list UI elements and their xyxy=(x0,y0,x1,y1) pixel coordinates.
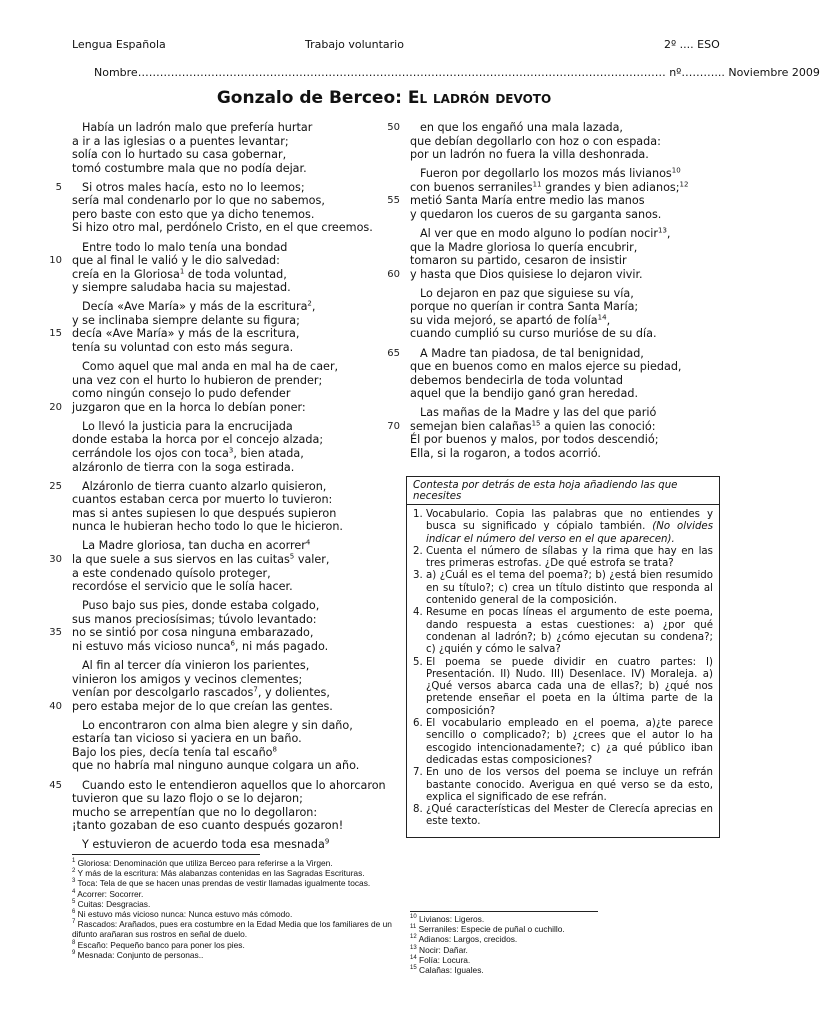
verse-text: mas si antes supiesen lo que después supieron xyxy=(72,506,337,520)
verse-text: y hasta que Dios quisiese lo dejaron vivir. xyxy=(410,267,643,281)
verse-line xyxy=(72,567,392,581)
footnote xyxy=(410,934,610,944)
verse-line xyxy=(72,746,392,760)
verse-line xyxy=(410,227,730,241)
verse-text-after: a quien las conoció: xyxy=(540,419,656,433)
verse-line xyxy=(410,433,730,447)
verse-line xyxy=(72,539,392,553)
verse-number: 15 xyxy=(49,328,62,340)
verse-line xyxy=(410,360,730,374)
verse-text: cuando cumplió su curso murióse de su día. xyxy=(410,327,657,341)
stanza xyxy=(49,299,392,354)
footnote-number: 5 xyxy=(72,899,76,906)
footnote xyxy=(410,914,610,924)
stanza xyxy=(72,719,392,773)
verse-text: que no habría mal ninguno aunque colgara un año. xyxy=(72,759,360,773)
verse-line xyxy=(72,493,392,507)
question-text: a) ¿Cuál es el tema del poema?; b) ¿está bien resumido en su título?; c) crea un título distinto que responda al contenido general de la composición. xyxy=(426,570,713,607)
verse-line xyxy=(410,314,730,328)
verse-line xyxy=(72,433,392,447)
verse-text: y quedaron los cueros de su garganta sanos. xyxy=(410,207,662,221)
verse-text: en que los engañó una mala lazada, xyxy=(420,121,623,134)
footnote-text: Ni estuvo más vicioso nunca: Nunca estuvo más cómodo. xyxy=(77,909,293,920)
stanza xyxy=(387,121,730,162)
footnotes-left xyxy=(72,858,392,960)
verse-number: 35 xyxy=(49,627,62,639)
verse-number: 60 xyxy=(387,268,400,280)
verse-text: tenía su voluntad con esto más segura. xyxy=(72,340,294,354)
verse-text: Como aquel que mal anda en mal ha de caer, xyxy=(82,360,339,374)
verse-line xyxy=(72,121,392,135)
verse-text: Lo llevó la justicia para la encrucijada xyxy=(82,419,293,433)
verse-line xyxy=(410,241,730,255)
footnote-text: Toca: Tela de que se hacen unas prendas de vestir llamadas igualmente tocas. xyxy=(77,878,371,889)
footnote-text: Nocir: Dañar. xyxy=(419,944,468,955)
footnote-ref: 1 xyxy=(179,266,185,275)
verse-text: Bajo los pies, decía tenía tal escaño xyxy=(72,745,273,759)
verse-text: por un ladrón no fuera la villa deshonrada. xyxy=(410,148,649,162)
verse-text: sus manos preciosísimas; túvolo levantado: xyxy=(72,612,317,626)
footnote-number: 14 xyxy=(410,955,417,962)
verse-text: ¡tanto gozaban de eso cuanto después gozaron! xyxy=(72,819,344,833)
verse-line xyxy=(72,420,392,434)
footnote-text: Cuitas: Desgracias. xyxy=(77,898,151,909)
questions-header: Contesta por detrás de esta hoja añadiendo las que necesites xyxy=(407,477,719,505)
verse-text: decía «Ave María» y más de la escritura, xyxy=(72,327,300,341)
footnote-text: Livianos: Ligeros. xyxy=(419,914,485,924)
verse-text: no se sintió por cosa ninguna embarazado, xyxy=(72,626,314,640)
verse-text: Fueron por degollarlo los mozos más livianos xyxy=(420,167,672,181)
verse-line xyxy=(387,121,730,135)
verse-text: una vez con el hurto lo hubieron de prender; xyxy=(72,373,323,387)
verse-line xyxy=(410,254,730,268)
verse-line xyxy=(72,387,392,401)
stanza xyxy=(49,240,392,295)
question-text: Resume en pocas líneas el argumento de este poema, dando respuesta a estas cuestiones: a) ¿por qué condenan al ladrón?; b) ¿cómo ejecutan su condena?; c) ¿quién y cómo le salva? xyxy=(426,607,713,656)
verse-line xyxy=(72,194,392,208)
footnote-ref: 9 xyxy=(324,837,330,846)
verse-line xyxy=(72,719,392,733)
poem-column-left xyxy=(49,121,392,858)
footnote xyxy=(72,858,392,868)
verse-number: 70 xyxy=(387,420,400,432)
stanza xyxy=(49,538,392,594)
verse-line xyxy=(410,167,730,181)
footnote-text: Mesnada: Conjunto de personas.. xyxy=(77,949,204,960)
verse-line xyxy=(410,208,730,222)
footnote-number: 4 xyxy=(72,888,76,895)
footnote-text: Acorrer: Socorrer. xyxy=(77,888,144,899)
verse-number: 10 xyxy=(49,255,62,267)
verse-text: su vida mejoró, se apartó de folía xyxy=(410,313,598,327)
verse-line xyxy=(72,838,392,852)
footnote-number: 10 xyxy=(410,914,417,921)
verse-text: vinieron los amigos y vecinos clementes; xyxy=(72,672,303,686)
verse-line xyxy=(72,360,392,374)
verse-text: Al ver que en modo alguno lo podían nocir xyxy=(420,227,658,241)
footnote xyxy=(410,965,610,975)
question-text: Cuenta el número de sílabas y la rima que hay en las tres primeras estrofas. ¿De qué estrofa se trata? xyxy=(426,545,713,570)
footnote-number: 9 xyxy=(72,950,76,957)
verse-line xyxy=(49,699,392,714)
verse-text: A Madre tan piadosa, de tal benignidad, xyxy=(420,346,644,360)
verse-text-after: , y dolientes, xyxy=(257,686,330,700)
question-number: 7. xyxy=(413,767,423,779)
verse-text: Al fin al tercer día vinieron los parientes, xyxy=(82,659,310,673)
footnote-ref: 8 xyxy=(272,745,277,754)
verse-text: sería mal condenarlo por lo que no sabemos, xyxy=(72,194,325,208)
verse-line xyxy=(72,341,392,355)
verse-line xyxy=(387,267,730,282)
verse-text: semejan bien calañas xyxy=(410,419,532,433)
footnote xyxy=(410,945,610,955)
questions-list xyxy=(407,509,719,829)
verse-line xyxy=(72,300,392,314)
verse-text-after: , xyxy=(666,227,671,241)
poem-column-right xyxy=(387,121,730,466)
verse-text: con buenos serraniles xyxy=(410,180,533,194)
verse-line xyxy=(72,640,392,654)
question-text: El poema se puede dividir en cuatro partes: I) Presentación. II) Nudo. III) Desenlace. IV) Moraleja. a) ¿Qué versos abarca cada una de ellas?; b) ¿qué nos pretende enseñar el poeta en la última parte de la composición? xyxy=(426,656,713,717)
question-number: 2. xyxy=(413,545,423,557)
verse-text: Cuando esto le entendieron aquellos que lo ahorcaron xyxy=(82,778,386,792)
verse-text-after: , xyxy=(311,300,316,314)
verse-text: que en buenos como en malos ejerce su piedad, xyxy=(410,360,682,374)
footnote-ref: 2 xyxy=(307,299,312,308)
verse-line xyxy=(387,346,730,361)
verse-text: porque no querían ir contra Santa María; xyxy=(410,300,639,314)
verse-line xyxy=(72,673,392,687)
verse-text: Las mañas de la Madre y las del que parió xyxy=(420,406,657,420)
verse-line xyxy=(72,659,392,673)
verse-text: Entre todo lo malo tenía una bondad xyxy=(82,240,288,254)
question-number: 4. xyxy=(413,607,423,619)
question-text: En uno de los versos del poema se incluye un refrán bastante conocido. Averigua en qué verso se da esto, explica el significado de ese refrán. xyxy=(426,767,713,803)
verse-line xyxy=(72,162,392,176)
verse-number: 50 xyxy=(387,122,400,133)
verse-text-after: valer, xyxy=(294,553,330,567)
verse-text: Si hizo otro mal, perdónelo Cristo, en el que creemos. xyxy=(72,221,373,235)
verse-text-after: , bien atada, xyxy=(233,447,304,460)
stanza xyxy=(72,121,392,175)
verse-number: 55 xyxy=(387,195,400,207)
footnote-ref: 14 xyxy=(597,313,607,322)
stanza xyxy=(387,166,730,221)
verse-line xyxy=(72,580,392,594)
stanza xyxy=(49,360,392,414)
verse-number: 30 xyxy=(49,554,62,566)
footnote xyxy=(72,899,392,909)
verse-line xyxy=(72,792,392,806)
question-text: El vocabulario empleado en el poema, a)¿te parece sencillo o complicado?; b) ¿crees que el autor lo ha escogido intencionadamente?; c) ¿a qué público iban dedicadas estas composiciones? xyxy=(426,718,713,766)
footnote xyxy=(410,924,610,934)
assignment-label: Trabajo voluntario xyxy=(305,38,404,51)
stanza xyxy=(49,599,392,653)
verse-line xyxy=(72,208,392,222)
verse-line xyxy=(72,148,392,162)
footnote-ref: 11 xyxy=(532,180,542,189)
question-number: 6. xyxy=(413,718,423,730)
verse-line xyxy=(49,479,392,494)
verse-text: tomaron su partido, cesaron de insistir xyxy=(410,254,627,268)
footnote-number: 13 xyxy=(410,944,417,951)
verse-line xyxy=(410,181,730,195)
verse-number: 5 xyxy=(55,181,62,193)
footnote-text: Escaño: Pequeño banco para poner los pies. xyxy=(77,939,245,950)
verse-text: venían por descolgarlo rascados xyxy=(72,686,254,700)
verse-line xyxy=(410,387,730,401)
footnote-number: 2 xyxy=(72,868,76,875)
verse-text: debemos bendecirla de toda voluntad xyxy=(410,373,623,387)
verse-text: mucho se arrepentían que no lo degollaron: xyxy=(72,805,318,819)
footnote-number: 12 xyxy=(410,934,417,941)
verse-text: nunca le hubieran hecho todo lo que le hicieron. xyxy=(72,520,343,534)
verse-text-after: , ni más pagado. xyxy=(234,639,329,653)
verse-text: Lo dejaron en paz que siguiese su vía, xyxy=(420,286,634,300)
stanza xyxy=(49,479,392,534)
footnote xyxy=(72,919,392,939)
question-item xyxy=(413,570,713,607)
course-label: 2º .... ESO xyxy=(664,38,720,51)
verse-text: metió Santa María entre medio las manos xyxy=(410,194,645,208)
verse-line xyxy=(410,287,730,301)
verse-text: solía con lo hurtado su casa gobernar, xyxy=(72,148,287,162)
footnote-text: Gloriosa: Denominación que utiliza Berceo para referirse a la Virgen. xyxy=(77,858,333,868)
footnote-number: 15 xyxy=(410,965,417,972)
verse-line xyxy=(72,613,392,627)
footnote-ref: 6 xyxy=(230,639,235,648)
verse-text: que debían degollarlo con hoz o con espada: xyxy=(410,134,661,148)
verse-text: Decía «Ave María» y más de la escritura xyxy=(82,300,308,314)
footnote xyxy=(72,950,392,960)
verse-line xyxy=(72,447,392,461)
verse-line xyxy=(72,314,392,328)
footnote xyxy=(72,940,392,950)
title-author: Gonzalo de Berceo: xyxy=(216,88,402,108)
subject-label: Lengua Española xyxy=(72,38,166,51)
verse-text: a este condenado quísolo proteger, xyxy=(72,566,271,580)
footnote-ref: 7 xyxy=(253,685,258,694)
verse-text-after: de toda voluntad, xyxy=(184,267,287,281)
verse-number: 65 xyxy=(387,347,400,359)
verse-text: donde estaba la horca por el concejo alzada; xyxy=(72,433,324,447)
footnote xyxy=(72,868,392,878)
verse-line xyxy=(410,447,730,461)
verse-line xyxy=(72,520,392,534)
verse-text: a ir a las iglesias o a puentes levantar; xyxy=(72,134,289,148)
verse-text: y siempre saludaba hacia su majestad. xyxy=(72,281,291,295)
verse-text-after: grandes y bien adianos; xyxy=(541,180,680,194)
verse-line xyxy=(410,406,730,420)
verse-text: Había un ladrón malo que prefería hurtar xyxy=(82,121,313,134)
verse-line xyxy=(72,221,392,235)
verse-text: Ella, si la rogaron, a todos acorrió. xyxy=(410,447,601,460)
page-title xyxy=(0,88,768,108)
verse-line xyxy=(72,241,392,255)
verse-text: y se inclinaba siempre delante su figura; xyxy=(72,313,300,327)
verse-line xyxy=(49,254,392,268)
verse-text: la que suele a sus siervos en las cuitas xyxy=(72,553,290,567)
stanza xyxy=(55,180,392,235)
footnote-ref: 10 xyxy=(671,166,681,175)
title-work: El ladrón devoto xyxy=(407,88,552,108)
footnote-divider-right xyxy=(410,911,598,912)
verse-line xyxy=(410,135,730,149)
verse-line xyxy=(72,374,392,388)
question-item xyxy=(413,509,713,546)
verse-text: estaría tan vicioso si yaciera en un baño. xyxy=(72,732,302,746)
verse-line xyxy=(72,599,392,613)
footnote-divider-left xyxy=(72,854,260,855)
verse-text: creía en la Gloriosa xyxy=(72,267,180,281)
footnote-ref: 13 xyxy=(658,226,667,235)
verse-line xyxy=(49,778,392,793)
verse-line xyxy=(72,732,392,746)
stanza xyxy=(72,838,392,852)
verse-text: Alzáronlo de tierra cuanto alzarlo quisieron, xyxy=(82,479,327,493)
verse-text: La Madre gloriosa, tan ducha en acorrer xyxy=(82,539,306,553)
name-line: Nombre……………………………………………………………………………………………………………………………… nº………... Noviembre 2009 xyxy=(94,66,820,79)
question-item xyxy=(413,718,713,767)
verse-text: pero estaba mejor de lo que creían las gentes. xyxy=(72,699,333,713)
verse-line xyxy=(72,281,392,295)
verse-text: Y estuvieron de acuerdo toda esa mesnada xyxy=(82,838,325,852)
footnote xyxy=(72,878,392,888)
verse-line xyxy=(72,135,392,149)
stanza xyxy=(49,778,392,833)
footnote-text: Folía: Locura. xyxy=(419,954,471,965)
question-item xyxy=(413,657,713,718)
stanza xyxy=(387,226,730,281)
verse-line xyxy=(72,507,392,521)
question-item xyxy=(413,607,713,656)
footnote-ref: 4 xyxy=(305,538,311,547)
question-item xyxy=(413,804,713,829)
verse-line xyxy=(72,806,392,820)
verse-text: que al final le valió y le dio salvedad: xyxy=(72,254,280,268)
footnote-number: 1 xyxy=(72,858,76,865)
verse-text: cerrándole los ojos con toca xyxy=(72,447,229,460)
question-number: 8. xyxy=(413,804,423,816)
question-note: (No olvides indicar el número del verso en el que aparecen). xyxy=(426,521,714,545)
footnote-text: Calañas: Iguales. xyxy=(419,965,484,976)
verse-text: aquel que la bendijo ganó gran heredad. xyxy=(410,387,639,401)
verse-text: cuantos estaban cerca por muerto lo tuvieron: xyxy=(72,493,333,507)
footnote xyxy=(72,889,392,899)
footnotes-right xyxy=(410,914,610,975)
verse-number: 40 xyxy=(49,700,62,712)
verse-line xyxy=(55,180,392,195)
question-number: 3. xyxy=(413,570,423,582)
footnote-ref: 12 xyxy=(679,180,689,189)
stanza xyxy=(387,406,730,460)
questions-box xyxy=(406,476,720,838)
footnote-text: Adianos: Largos, crecidos. xyxy=(418,934,518,945)
question-text: Vocabulario. Copia las palabras que no entiendes y busca su significado y cópialo también. xyxy=(426,509,713,533)
footnote-text: Rascados: Arañados, pues era costumbre en la Edad Media que los familiares de un difunto arañaran sus rostros en señal de duelo. xyxy=(72,919,392,940)
footnote-ref: 5 xyxy=(289,552,295,561)
footnote-number: 7 xyxy=(72,919,76,926)
verse-line xyxy=(72,759,392,773)
verse-text: Si otros males hacía, esto no lo leemos; xyxy=(82,180,305,194)
verse-text: Puso bajo sus pies, donde estaba colgado, xyxy=(82,599,320,613)
question-text: ¿Qué características del Mester de Clerecía aprecias en este texto. xyxy=(426,804,713,828)
verse-line xyxy=(410,374,730,388)
stanza xyxy=(72,420,392,474)
verse-line xyxy=(72,686,392,700)
footnote-ref: 15 xyxy=(531,419,541,428)
footnote-ref: 3 xyxy=(228,446,234,455)
verse-text: tuvieron que su lazo flojo o se lo dejaron; xyxy=(72,792,303,806)
footnote-text: Serraniles: Especie de puñal o cuchillo. xyxy=(418,924,565,935)
verse-line xyxy=(410,327,730,341)
stanza xyxy=(410,287,730,341)
verse-line xyxy=(49,327,392,341)
verse-text: Él por buenos y malos, por todos descendió; xyxy=(410,433,659,447)
verse-text: tomó costumbre mala que no podía dejar. xyxy=(72,161,307,175)
verse-text-after: , xyxy=(606,313,611,327)
footnote-number: 3 xyxy=(72,878,76,885)
footnote xyxy=(72,909,392,919)
verse-text: ni estuvo más vicioso nunca xyxy=(72,639,231,653)
verse-line xyxy=(387,419,730,434)
verse-line xyxy=(72,268,392,282)
question-item xyxy=(413,546,713,571)
verse-text: juzgaron que en la horca lo debían poner: xyxy=(72,400,306,414)
footnote xyxy=(410,955,610,965)
question-number: 1. xyxy=(413,509,423,520)
verse-line xyxy=(49,400,392,415)
footnote-text: Y más de la escritura: Más alabanzas contenidas en las Sagradas Escrituras. xyxy=(77,868,365,879)
verse-line xyxy=(49,552,392,567)
verse-number: 20 xyxy=(49,401,62,413)
footnote-number: 11 xyxy=(410,924,417,931)
verse-number: 45 xyxy=(49,779,62,791)
verse-line xyxy=(387,194,730,208)
verse-text: pero baste con esto que ya dicho tenemos. xyxy=(72,207,315,221)
stanza xyxy=(49,659,392,713)
footnote-number: 6 xyxy=(72,909,76,916)
verse-text: como ningún consejo lo pudo defender xyxy=(72,387,291,401)
verse-line xyxy=(72,461,392,475)
footnote-number: 8 xyxy=(72,939,76,946)
verse-line xyxy=(49,626,392,640)
verse-text: que la Madre gloriosa lo quería encubrir, xyxy=(410,240,638,254)
verse-line xyxy=(72,819,392,833)
verse-line xyxy=(410,148,730,162)
verse-text: alzáronlo de tierra con la soga estirada. xyxy=(72,460,295,474)
question-item xyxy=(413,767,713,804)
verse-text: Lo encontraron con alma bien alegre y sin daño, xyxy=(82,718,353,732)
verse-line xyxy=(410,300,730,314)
question-number: 5. xyxy=(413,656,423,668)
stanza xyxy=(387,346,730,401)
verse-number: 25 xyxy=(49,480,62,492)
verse-text: recordóse el servicio que le solía hacer. xyxy=(72,580,293,594)
